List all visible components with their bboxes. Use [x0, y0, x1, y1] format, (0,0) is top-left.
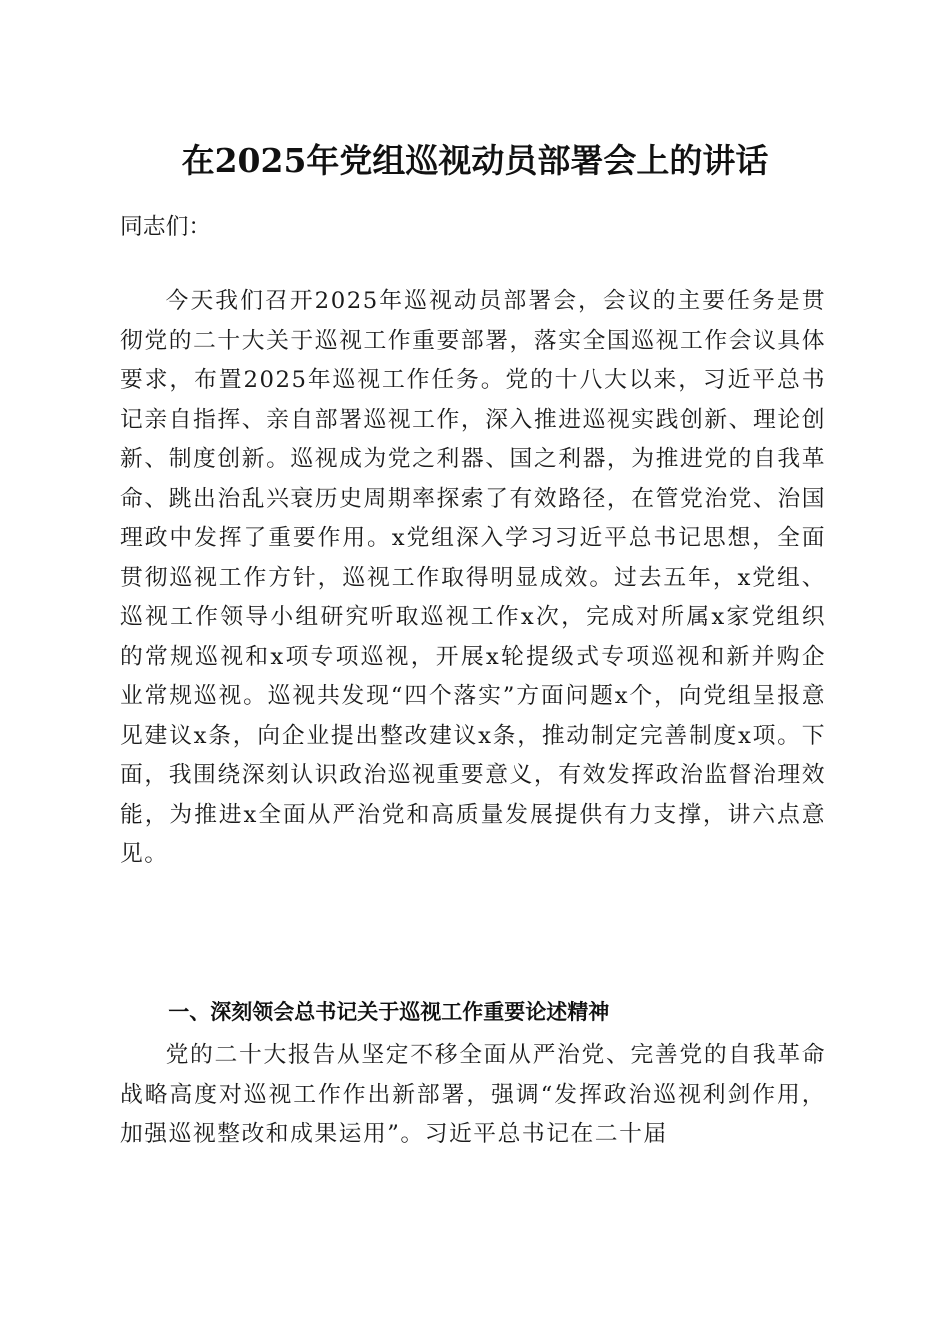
salutation: 同志们：: [120, 214, 212, 240]
section-heading-1: 一、深刻领会总书记关于巡视工作重要论述精神: [168, 1000, 610, 1024]
paragraph-section-1: 党的二十大报告从坚定不移全面从严治党、完善党的自我革命战略高度对巡视工作作出新部署，强调“发挥政治巡视利剑作用，加强巡视整改和成果运用”。习近平总书记在二十届: [120, 1042, 826, 1147]
paragraph-intro: 今天我们召开2025年巡视动员部署会，会议的主要任务是贯彻党的二十大关于巡视工作重要部署，落实全国巡视工作会议具体要求，布置2025年巡视工作任务。党的十八大以来，习近平总书记亲自指挥、亲自部署巡视工作，深入推进巡视实践创新、理论创新、制度创新。巡视成为党之利器、国之利器，为推进党的自我革命、跳出治乱兴衰历史周期率探索了有效路径，在管党治党、治国理政中发挥了重要作用。x党组深入学习习近平总书记思想，全面贯彻巡视工作方针，巡视工作取得明显成效。过去五年，x党组、巡视工作领导小组研究听取巡视工作x次，完成对所属x家党组织的常规巡视和x项专项巡视，开展x轮提级式专项巡视和新并购企业常规巡视。巡视共发现“四个落实”方面问题x个，向党组呈报意见建议x条，向企业提出整改建议x条，推动制定完善制度x项。下面，我围绕深刻认识政治巡视重要意义，有效发挥政治监督治理效能，为推进x全面从严治党和高质量发展提供有力支撑，讲六点意见。: [120, 288, 826, 867]
document-title: 在2025年党组巡视动员部署会上的讲话: [181, 141, 769, 180]
